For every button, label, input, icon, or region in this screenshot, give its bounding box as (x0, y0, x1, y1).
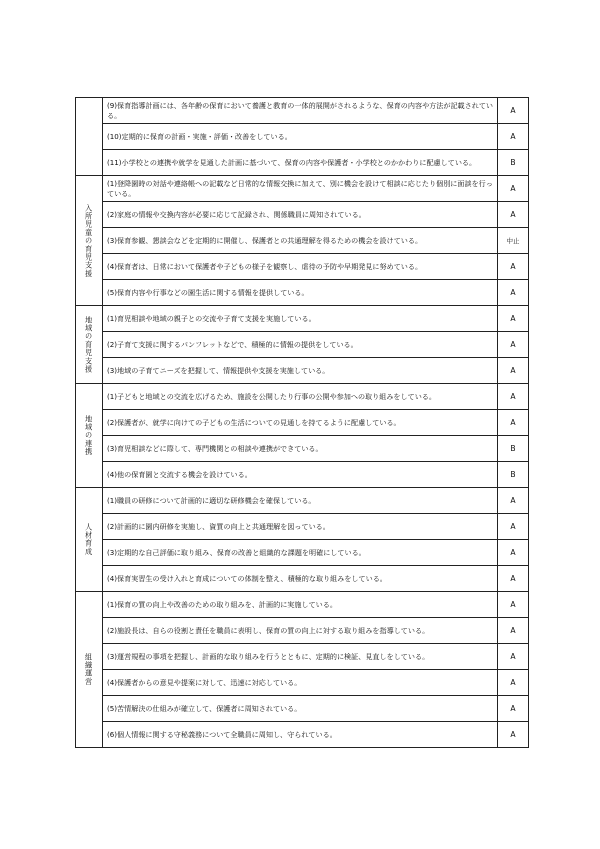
table-row (76, 488, 529, 514)
evaluation-item-text: (10)定期的に保育の計画・実施・評価・改善をしている。 (103, 124, 498, 150)
category-cell (76, 592, 103, 748)
table-row (76, 384, 529, 410)
evaluation-item-text: (2)保護者が、就学に向けての子どもの生活についての見通しを持てるように配慮している。 (103, 410, 498, 436)
evaluation-grade: B (498, 462, 529, 488)
table-row (76, 514, 529, 540)
evaluation-grade: A (498, 410, 529, 436)
table-row (76, 150, 529, 176)
category-label: 入所児童の育児支援 (84, 203, 94, 278)
evaluation-grade: A (498, 644, 529, 670)
evaluation-table (75, 97, 529, 748)
table-row (76, 98, 529, 124)
category-label: 地域の育児支援 (84, 315, 94, 374)
evaluation-grade: A (498, 358, 529, 384)
table-row (76, 202, 529, 228)
evaluation-grade: A (498, 514, 529, 540)
evaluation-grade: 中止 (498, 228, 529, 254)
evaluation-grade: A (498, 124, 529, 150)
table-row (76, 306, 529, 332)
evaluation-item-text: (3)育児相談などに際して、専門機関との相談や連携ができている。 (103, 436, 498, 462)
evaluation-grade: A (498, 202, 529, 228)
evaluation-item-text: (11)小学校との連携や就学を見通した計画に基づいて、保育の内容や保護者・小学校とのかかわりに配慮している。 (103, 150, 498, 176)
evaluation-item-text: (3)地域の子育てニーズを把握して、情報提供や支援を実施している。 (103, 358, 498, 384)
table-row (76, 228, 529, 254)
table-row (76, 332, 529, 358)
evaluation-table-body (76, 98, 529, 748)
evaluation-item-text: (2)施設長は、自らの役割と責任を職員に表明し、保育の質の向上に対する取り組みを指導している。 (103, 618, 498, 644)
table-row (76, 124, 529, 150)
table-row (76, 358, 529, 384)
table-row (76, 410, 529, 436)
category-label: 人材育成 (84, 523, 94, 556)
category-cell (76, 98, 103, 176)
category-cell (76, 488, 103, 592)
evaluation-grade: A (498, 384, 529, 410)
evaluation-grade: A (498, 98, 529, 124)
table-row (76, 566, 529, 592)
evaluation-item-text: (4)保護者からの意見や提案に対して、迅速に対応している。 (103, 670, 498, 696)
evaluation-item-text: (3)運営規程の事項を把握し、計画的な取り組みを行うとともに、定期的に検証、見直しをしている。 (103, 644, 498, 670)
evaluation-grade: A (498, 306, 529, 332)
evaluation-item-text: (3)定期的な自己評価に取り組み、保育の改善と組織的な課題を明確にしている。 (103, 540, 498, 566)
evaluation-item-text: (2)家庭の情報や交換内容が必要に応じて記録され、関係職員に周知されている。 (103, 202, 498, 228)
evaluation-item-text: (5)苦情解決の仕組みが確立して、保護者に周知されている。 (103, 696, 498, 722)
category-cell (76, 306, 103, 384)
evaluation-item-text: (4)保育実習生の受け入れと育成についての体制を整え、積極的な取り組みをしている。 (103, 566, 498, 592)
category-label: 組織運営 (84, 653, 94, 686)
table-row (76, 436, 529, 462)
evaluation-grade: B (498, 436, 529, 462)
table-row (76, 280, 529, 306)
evaluation-grade: A (498, 176, 529, 202)
table-row (76, 254, 529, 280)
evaluation-grade: A (498, 488, 529, 514)
evaluation-item-text: (2)子育て支援に関するパンフレットなどで、積極的に情報の提供をしている。 (103, 332, 498, 358)
evaluation-item-text: (1)職員の研修について計画的に適切な研修機会を確保している。 (103, 488, 498, 514)
evaluation-item-text: (3)保育参観、懇談会などを定期的に開催し、保護者との共通理解を得るための機会を設けている。 (103, 228, 498, 254)
category-cell (76, 176, 103, 306)
table-row (76, 696, 529, 722)
table-row (76, 176, 529, 202)
table-row (76, 644, 529, 670)
category-label: 地域の連携 (84, 415, 94, 456)
evaluation-item-text: (1)登降園時の対話や連絡帳への記載など日常的な情報交換に加えて、別に機会を設けて相談に応じたり個別に面談を行っている。 (103, 176, 498, 202)
evaluation-grade: A (498, 566, 529, 592)
category-cell (76, 384, 103, 488)
evaluation-item-text: (4)他の保育園と交流する機会を設けている。 (103, 462, 498, 488)
evaluation-grade: A (498, 332, 529, 358)
evaluation-grade: A (498, 254, 529, 280)
evaluation-grade: A (498, 670, 529, 696)
evaluation-grade: A (498, 696, 529, 722)
table-row (76, 670, 529, 696)
evaluation-item-text: (2)計画的に園内研修を実施し、資質の向上と共通理解を図っている。 (103, 514, 498, 540)
evaluation-grade: A (498, 540, 529, 566)
evaluation-item-text: (5)保育内容や行事などの園生活に関する情報を提供している。 (103, 280, 498, 306)
evaluation-grade: B (498, 150, 529, 176)
table-row (76, 722, 529, 748)
table-row (76, 462, 529, 488)
evaluation-item-text: (1)育児相談や地域の親子との交流や子育て支援を実施している。 (103, 306, 498, 332)
evaluation-grade: A (498, 280, 529, 306)
evaluation-item-text: (4)保育者は、日常において保護者や子どもの様子を観察し、虐待の予防や早期発見に努めている。 (103, 254, 498, 280)
evaluation-item-text: (1)保育の質の向上や改善のための取り組みを、計画的に実施している。 (103, 592, 498, 618)
evaluation-grade: A (498, 592, 529, 618)
table-row (76, 540, 529, 566)
table-row (76, 592, 529, 618)
evaluation-item-text: (1)子どもと地域との交流を広げるため、施設を公開したり行事の公開や参加への取り組みをしている。 (103, 384, 498, 410)
evaluation-item-text: (9)保育指導計画には、各年齢の保育において養護と教育の一体的展開がされるような、保育の内容や方法が記載されている。 (103, 98, 498, 124)
evaluation-grade: A (498, 618, 529, 644)
evaluation-grade: A (498, 722, 529, 748)
table-row (76, 618, 529, 644)
evaluation-item-text: (6)個人情報に関する守秘義務について全職員に周知し、守られている。 (103, 722, 498, 748)
